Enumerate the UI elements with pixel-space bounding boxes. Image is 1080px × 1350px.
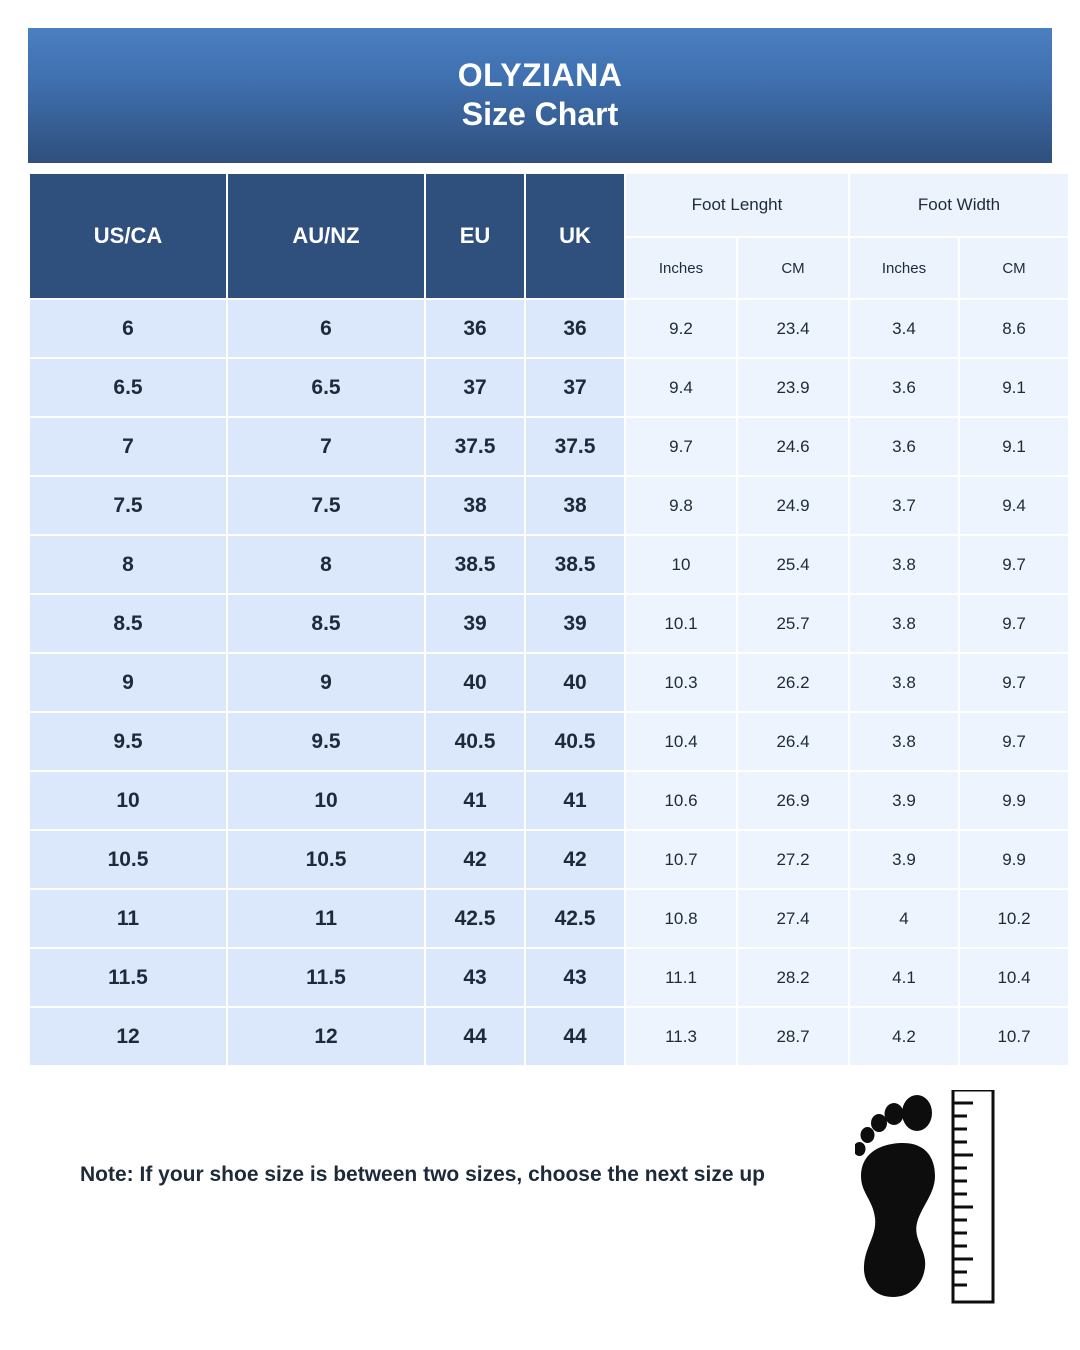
cell-uk: 42.5 [526, 890, 624, 947]
cell-length-inches: 9.7 [626, 418, 736, 475]
table-row [30, 654, 1068, 711]
cell-uk: 44 [526, 1008, 624, 1065]
cell-eu: 41 [426, 772, 524, 829]
cell-width-inches: 3.8 [850, 654, 958, 711]
cell-width-inches: 4.1 [850, 949, 958, 1006]
cell-width-cm: 9.4 [960, 477, 1068, 534]
cell-eu: 43 [426, 949, 524, 1006]
cell-length-cm: 25.7 [738, 595, 848, 652]
column-header-length-inches: Inches [626, 238, 736, 298]
cell-length-inches: 9.2 [626, 300, 736, 357]
cell-eu: 40 [426, 654, 524, 711]
cell-uk: 37 [526, 359, 624, 416]
cell-width-inches: 3.4 [850, 300, 958, 357]
cell-eu: 37.5 [426, 418, 524, 475]
cell-uk: 36 [526, 300, 624, 357]
cell-uk: 42 [526, 831, 624, 888]
cell-length-cm: 26.4 [738, 713, 848, 770]
cell-aunz: 7.5 [228, 477, 424, 534]
cell-width-cm: 9.7 [960, 536, 1068, 593]
note-text: Note: If your shoe size is between two sizes, choose the next size up [80, 1163, 765, 1186]
ruler-icon [953, 1090, 993, 1302]
cell-eu: 42.5 [426, 890, 524, 947]
cell-length-cm: 28.7 [738, 1008, 848, 1065]
cell-width-inches: 4.2 [850, 1008, 958, 1065]
cell-length-cm: 26.2 [738, 654, 848, 711]
cell-width-inches: 3.9 [850, 831, 958, 888]
table-row [30, 831, 1068, 888]
cell-usca: 10 [30, 772, 226, 829]
column-header-usca: US/CA [30, 174, 226, 298]
cell-width-cm: 9.9 [960, 831, 1068, 888]
cell-aunz: 6 [228, 300, 424, 357]
cell-width-cm: 9.9 [960, 772, 1068, 829]
cell-aunz: 7 [228, 418, 424, 475]
cell-width-inches: 3.9 [850, 772, 958, 829]
table-row [30, 890, 1068, 947]
table-header-row-main [30, 174, 1068, 236]
cell-width-cm: 8.6 [960, 300, 1068, 357]
cell-width-inches: 4 [850, 890, 958, 947]
cell-aunz: 9 [228, 654, 424, 711]
header-banner [28, 28, 1052, 163]
cell-length-cm: 28.2 [738, 949, 848, 1006]
cell-usca: 8 [30, 536, 226, 593]
size-table-body [30, 300, 1068, 1065]
footprint-ruler-graphic [855, 1090, 995, 1305]
column-header-eu: EU [426, 174, 524, 298]
cell-length-cm: 27.4 [738, 890, 848, 947]
cell-length-inches: 10.8 [626, 890, 736, 947]
column-group-header-foot-length: Foot Lenght [626, 174, 848, 236]
cell-width-cm: 9.7 [960, 713, 1068, 770]
cell-length-inches: 10.3 [626, 654, 736, 711]
cell-usca: 9.5 [30, 713, 226, 770]
cell-length-inches: 9.8 [626, 477, 736, 534]
cell-eu: 38.5 [426, 536, 524, 593]
cell-length-inches: 10 [626, 536, 736, 593]
cell-length-cm: 23.4 [738, 300, 848, 357]
cell-width-cm: 9.1 [960, 359, 1068, 416]
cell-uk: 39 [526, 595, 624, 652]
cell-length-inches: 11.3 [626, 1008, 736, 1065]
cell-usca: 10.5 [30, 831, 226, 888]
table-row [30, 772, 1068, 829]
table-row [30, 300, 1068, 357]
cell-length-inches: 10.7 [626, 831, 736, 888]
cell-length-inches: 10.6 [626, 772, 736, 829]
cell-width-inches: 3.8 [850, 595, 958, 652]
cell-uk: 43 [526, 949, 624, 1006]
column-header-width-cm: CM [960, 238, 1068, 298]
cell-usca: 6 [30, 300, 226, 357]
table-row [30, 477, 1068, 534]
cell-uk: 37.5 [526, 418, 624, 475]
cell-usca: 12 [30, 1008, 226, 1065]
cell-aunz: 11.5 [228, 949, 424, 1006]
cell-aunz: 12 [228, 1008, 424, 1065]
cell-aunz: 10.5 [228, 831, 424, 888]
table-row [30, 1008, 1068, 1065]
page-title: Size Chart [461, 95, 619, 132]
cell-length-cm: 27.2 [738, 831, 848, 888]
cell-length-inches: 10.1 [626, 595, 736, 652]
cell-width-cm: 10.2 [960, 890, 1068, 947]
size-table-container [28, 172, 1052, 1067]
cell-length-cm: 24.9 [738, 477, 848, 534]
cell-width-cm: 9.7 [960, 595, 1068, 652]
cell-aunz: 10 [228, 772, 424, 829]
table-row [30, 359, 1068, 416]
cell-usca: 6.5 [30, 359, 226, 416]
cell-eu: 40.5 [426, 713, 524, 770]
size-table [28, 172, 1070, 1067]
cell-width-inches: 3.8 [850, 713, 958, 770]
column-header-width-inches: Inches [850, 238, 958, 298]
cell-length-cm: 25.4 [738, 536, 848, 593]
cell-eu: 39 [426, 595, 524, 652]
cell-eu: 38 [426, 477, 524, 534]
cell-length-inches: 11.1 [626, 949, 736, 1006]
cell-aunz: 6.5 [228, 359, 424, 416]
size-table-head [30, 174, 1068, 298]
cell-width-inches: 3.6 [850, 359, 958, 416]
cell-width-cm: 9.7 [960, 654, 1068, 711]
cell-aunz: 8.5 [228, 595, 424, 652]
cell-eu: 42 [426, 831, 524, 888]
cell-usca: 7 [30, 418, 226, 475]
cell-usca: 11 [30, 890, 226, 947]
cell-usca: 9 [30, 654, 226, 711]
cell-width-cm: 10.7 [960, 1008, 1068, 1065]
cell-aunz: 11 [228, 890, 424, 947]
cell-length-cm: 23.9 [738, 359, 848, 416]
cell-eu: 36 [426, 300, 524, 357]
cell-aunz: 9.5 [228, 713, 424, 770]
cell-uk: 38.5 [526, 536, 624, 593]
table-row [30, 418, 1068, 475]
cell-width-inches: 3.7 [850, 477, 958, 534]
footprint-icon [855, 1090, 995, 1305]
cell-uk: 40.5 [526, 713, 624, 770]
cell-length-inches: 10.4 [626, 713, 736, 770]
cell-width-cm: 9.1 [960, 418, 1068, 475]
column-header-aunz: AU/NZ [228, 174, 424, 298]
cell-width-inches: 3.8 [850, 536, 958, 593]
table-row [30, 595, 1068, 652]
cell-length-inches: 9.4 [626, 359, 736, 416]
cell-eu: 44 [426, 1008, 524, 1065]
column-header-length-cm: CM [738, 238, 848, 298]
table-row [30, 713, 1068, 770]
cell-uk: 40 [526, 654, 624, 711]
cell-uk: 41 [526, 772, 624, 829]
cell-uk: 38 [526, 477, 624, 534]
table-row [30, 536, 1068, 593]
cell-length-cm: 24.6 [738, 418, 848, 475]
column-header-uk: UK [526, 174, 624, 298]
cell-length-cm: 26.9 [738, 772, 848, 829]
cell-aunz: 8 [228, 536, 424, 593]
cell-width-inches: 3.6 [850, 418, 958, 475]
column-group-header-foot-width: Foot Width [850, 174, 1068, 236]
cell-usca: 7.5 [30, 477, 226, 534]
cell-usca: 8.5 [30, 595, 226, 652]
cell-width-cm: 10.4 [960, 949, 1068, 1006]
cell-usca: 11.5 [30, 949, 226, 1006]
brand-name: OLYZIANA [457, 57, 623, 94]
cell-eu: 37 [426, 359, 524, 416]
table-row [30, 949, 1068, 1006]
